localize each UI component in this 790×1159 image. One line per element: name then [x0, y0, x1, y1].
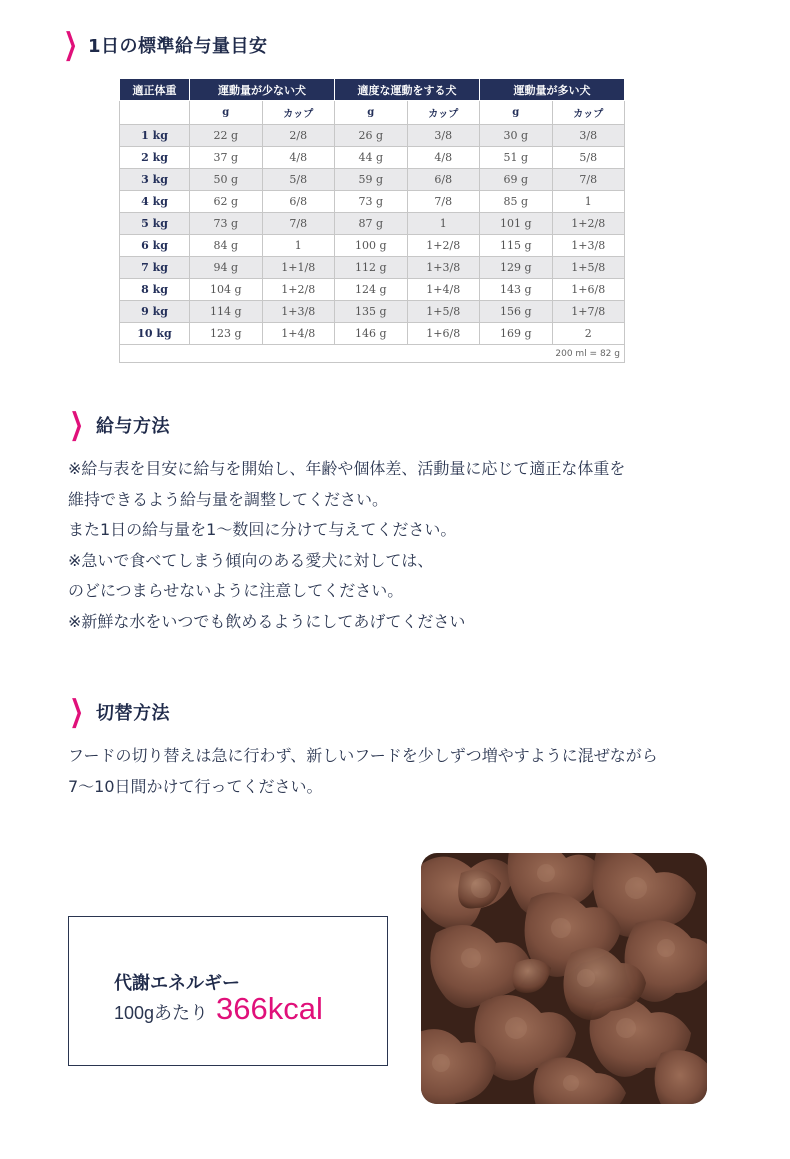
amount-cell: 2/8	[262, 125, 335, 147]
weight-cell: 9 kg	[120, 301, 190, 323]
amount-cell: 146 g	[335, 323, 408, 345]
section-title: 1日の標準給与量目安	[88, 36, 268, 57]
energy-box	[68, 916, 388, 1066]
section-title: 切替方法	[96, 703, 170, 724]
table-note: 200 ml = 82 g	[120, 345, 625, 363]
chevron-right-icon: ❯	[69, 407, 84, 442]
amount-cell: 1+5/8	[407, 301, 480, 323]
weight-cell: 1 kg	[120, 125, 190, 147]
amount-cell: 100 g	[335, 235, 408, 257]
amount-cell: 85 g	[480, 191, 553, 213]
group-header-low-activity: 運動量が少ない犬	[190, 79, 335, 101]
weight-cell: 10 kg	[120, 323, 190, 345]
table-row	[120, 213, 625, 235]
chevron-right-icon: ❯	[69, 694, 84, 729]
section-daily-heading	[60, 27, 268, 62]
amount-cell: 6/8	[262, 191, 335, 213]
sub-header: g	[190, 101, 263, 125]
amount-cell: 169 g	[480, 323, 553, 345]
amount-cell: 1+3/8	[552, 235, 625, 257]
weight-cell: 4 kg	[120, 191, 190, 213]
amount-cell: 5/8	[552, 147, 625, 169]
instruction-line: ※急いで食べてしまう傾向のある愛犬に対しては、	[68, 550, 434, 570]
amount-cell: 123 g	[190, 323, 263, 345]
section-feeding-heading	[66, 407, 170, 442]
sub-header: カップ	[262, 101, 335, 125]
amount-cell: 1+1/8	[262, 257, 335, 279]
amount-cell: 1+6/8	[552, 279, 625, 301]
group-header-moderate-activity: 適度な運動をする犬	[335, 79, 480, 101]
amount-cell: 101 g	[480, 213, 553, 235]
amount-cell: 30 g	[480, 125, 553, 147]
amount-cell: 62 g	[190, 191, 263, 213]
amount-cell: 44 g	[335, 147, 408, 169]
amount-cell: 143 g	[480, 279, 553, 301]
instruction-line: 維持できるよう給与量を調整してください。	[68, 489, 389, 509]
sub-header-empty	[120, 101, 190, 125]
amount-cell: 1+5/8	[552, 257, 625, 279]
chevron-right-icon: ❯	[63, 27, 78, 62]
amount-cell: 69 g	[480, 169, 553, 191]
instruction-line: フードの切り替えは急に行わず、新しいフードを少しずつ増やすように混ぜながら	[68, 746, 658, 765]
amount-cell: 7/8	[552, 169, 625, 191]
amount-cell: 124 g	[335, 279, 408, 301]
amount-cell: 73 g	[335, 191, 408, 213]
amount-cell: 2	[552, 323, 625, 345]
weight-cell: 7 kg	[120, 257, 190, 279]
instruction-line: のどにつまらせないように注意してください。	[68, 581, 404, 600]
feeding-table	[119, 78, 624, 363]
amount-cell: 87 g	[335, 213, 408, 235]
amount-cell: 156 g	[480, 301, 553, 323]
weight-cell: 8 kg	[120, 279, 190, 301]
instruction-line: 7～10日間かけて行ってください。	[68, 776, 323, 796]
amount-cell: 1+6/8	[407, 323, 480, 345]
amount-cell: 104 g	[190, 279, 263, 301]
instruction-line: ※給与表を目安に給与を開始し、年齢や個体差、活動量に応じて適正な体重を	[68, 459, 626, 478]
amount-cell: 3/8	[552, 125, 625, 147]
section-title: 給与方法	[96, 416, 170, 437]
table-row	[120, 191, 625, 213]
table-row	[120, 301, 625, 323]
amount-cell: 1+2/8	[407, 235, 480, 257]
amount-cell: 1+3/8	[262, 301, 335, 323]
energy-per: 100gあたり	[114, 1003, 209, 1023]
sub-header: g	[335, 101, 408, 125]
sub-header: g	[480, 101, 553, 125]
table-row	[120, 235, 625, 257]
weight-cell: 3 kg	[120, 169, 190, 191]
weight-cell: 6 kg	[120, 235, 190, 257]
table-row	[120, 279, 625, 301]
table-row	[120, 323, 625, 345]
amount-cell: 1	[407, 213, 480, 235]
table-row	[120, 147, 625, 169]
table-row	[120, 125, 625, 147]
amount-cell: 84 g	[190, 235, 263, 257]
table-row	[120, 257, 625, 279]
amount-cell: 51 g	[480, 147, 553, 169]
weight-header: 適正体重	[120, 79, 190, 101]
amount-cell: 1+7/8	[552, 301, 625, 323]
amount-cell: 1	[262, 235, 335, 257]
amount-cell: 59 g	[335, 169, 408, 191]
amount-cell: 73 g	[190, 213, 263, 235]
instruction-line: ※新鮮な水をいつでも飲めるようにしてあげてください	[68, 611, 466, 631]
amount-cell: 4/8	[407, 147, 480, 169]
amount-cell: 26 g	[335, 125, 408, 147]
amount-cell: 135 g	[335, 301, 408, 323]
energy-line	[114, 991, 323, 1027]
amount-cell: 114 g	[190, 301, 263, 323]
sub-header: カップ	[407, 101, 480, 125]
amount-cell: 7/8	[407, 191, 480, 213]
group-header-high-activity: 運動量が多い犬	[480, 79, 625, 101]
energy-title: 代謝エネルギー	[114, 973, 240, 994]
amount-cell: 6/8	[407, 169, 480, 191]
amount-cell: 50 g	[190, 169, 263, 191]
amount-cell: 37 g	[190, 147, 263, 169]
instruction-line: また1日の給与量を1～数回に分けて与えてください。	[68, 520, 457, 539]
section-switching-heading	[66, 694, 170, 729]
amount-cell: 129 g	[480, 257, 553, 279]
amount-cell: 1	[552, 191, 625, 213]
amount-cell: 94 g	[190, 257, 263, 279]
amount-cell: 22 g	[190, 125, 263, 147]
table-row	[120, 169, 625, 191]
amount-cell: 1+2/8	[262, 279, 335, 301]
amount-cell: 115 g	[480, 235, 553, 257]
energy-value: 366kcal	[216, 991, 323, 1026]
switching-instructions	[68, 741, 658, 802]
amount-cell: 5/8	[262, 169, 335, 191]
feeding-instructions	[68, 454, 625, 637]
amount-cell: 112 g	[335, 257, 408, 279]
amount-cell: 1+4/8	[262, 323, 335, 345]
amount-cell: 1+4/8	[407, 279, 480, 301]
amount-cell: 7/8	[262, 213, 335, 235]
amount-cell: 3/8	[407, 125, 480, 147]
kibble-photo	[421, 853, 707, 1104]
amount-cell: 1+2/8	[552, 213, 625, 235]
sub-header: カップ	[552, 101, 625, 125]
weight-cell: 2 kg	[120, 147, 190, 169]
amount-cell: 1+3/8	[407, 257, 480, 279]
amount-cell: 4/8	[262, 147, 335, 169]
weight-cell: 5 kg	[120, 213, 190, 235]
